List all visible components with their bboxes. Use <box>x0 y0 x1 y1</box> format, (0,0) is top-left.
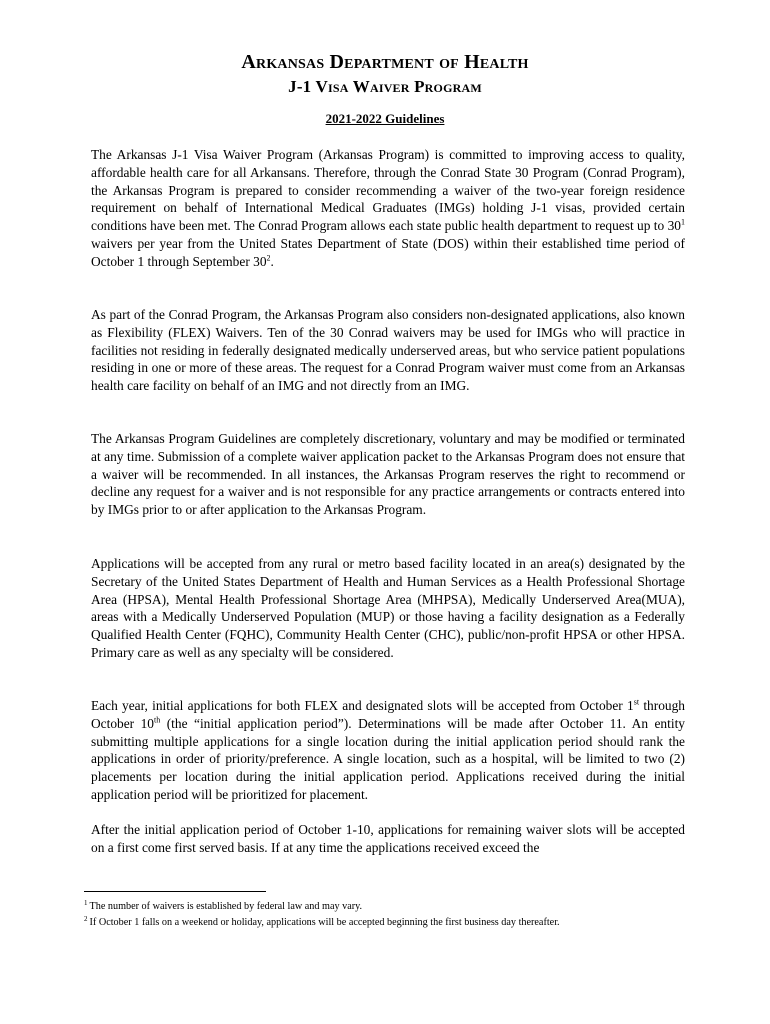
guidelines-subtitle: 2021-2022 Guidelines <box>325 111 445 126</box>
paragraph-text: . <box>270 253 274 269</box>
paragraph-text: through October 10 <box>91 698 685 731</box>
footnote-divider <box>84 891 266 892</box>
footnote-number: 2 <box>84 914 88 923</box>
ordinal-suffix: th <box>154 715 161 725</box>
paragraph-eligible-facilities: Applications will be accepted from any rural or metro based facility located in an area(s) designated by the Secretary of the United States Department of Health and Human Services as a Health Professional Shortage Area (HPSA), Mental Health Professional Shortage Area (MHPSA), Medically Underserved Area(MUA), areas with a Medically Underserved Population (MUP) or those having a facility designation as a Federally Qualified Health Center (FQHC), Community Health Center (CHC), public/non-profit HPSA or other HPSA. Primary care as well as any specialty will be considered. <box>91 556 685 660</box>
footnote-1 <box>84 900 362 913</box>
ordinal-suffix: st <box>633 697 640 707</box>
program-title: J-1 Visa Waiver Program <box>288 77 482 96</box>
footnote-text: The number of waivers is established by federal law and may vary. <box>89 901 363 912</box>
paragraph-text: Each year, initial applications for both FLEX and designated slots will be accepted from October 1 <box>91 698 634 713</box>
paragraph-application-period <box>91 697 685 804</box>
footnote-number: 1 <box>84 898 88 907</box>
paragraph-text: waivers per year from the United States Department of State (DOS) within their established time period of October 1 through September 30 <box>91 235 685 269</box>
paragraph-text: The Arkansas J-1 Visa Waiver Program (Arkansas Program) is committed to improving access to quality, affordable health care for all Arkansans. Therefore, through the Conrad State 30 Program (Conrad Program), the Arkansas Program is prepared to consider recommending a waiver of the two-year foreign residence requirement on behalf of International Medical Graduates (IMGs) holding J-1 visas, provided certain conditions have been met. The Conrad Program allows each state public health department to request up to 30 <box>91 147 685 234</box>
paragraph-guidelines-discretionary: The Arkansas Program Guidelines are completely discretionary, voluntary and may be modified or terminated at any time. Submission of a complete waiver application packet to the Arkansas Program does not ensure that a waiver will be recommended. In all instances, the Arkansas Program reserves the right to recommend or decline any request for a waiver and is not responsible for any practice arrangements or contracts entered into by IMGs prior to or after application to the Arkansas Program. <box>91 431 685 518</box>
paragraph-first-come: After the initial application period of October 1-10, applications for remaining waiver slots will be accepted on a first come first served basis. If at any time the applications received exceed the <box>91 822 685 855</box>
page-title: Arkansas Department of Health <box>241 51 529 73</box>
paragraph-intro <box>91 146 685 271</box>
paragraph-flex-waivers: As part of the Conrad Program, the Arkansas Program also considers non-designated applications, also known as Flexibility (FLEX) Waivers. Ten of the 30 Conrad waivers may be used for IMGs who will practice in facilities not residing in federally designated medically underserved areas, but who service patient populations residing in one or more of these areas. The request for a Conrad Program waiver must come from an Arkansas health care facility on behalf of an IMG and not directly from an IMG. <box>91 307 685 394</box>
footnote-ref-2: 2 <box>266 253 271 263</box>
footnote-2 <box>84 916 560 929</box>
paragraph-text: (the “initial application period”). Determinations will be made after October 11. An entity submitting multiple applications for a single location during the initial application period should rank the applications in order of priority/preference. A single location, such as a hospital, will be limited to two (2) placements per location during the initial application period. Applications received during the initial application period will be prioritized for placement. <box>91 715 685 802</box>
footnote-ref-1: 1 <box>681 217 685 227</box>
footnote-text: If October 1 falls on a weekend or holiday, applications will be accepted beginning the first business day thereafter. <box>89 917 560 928</box>
